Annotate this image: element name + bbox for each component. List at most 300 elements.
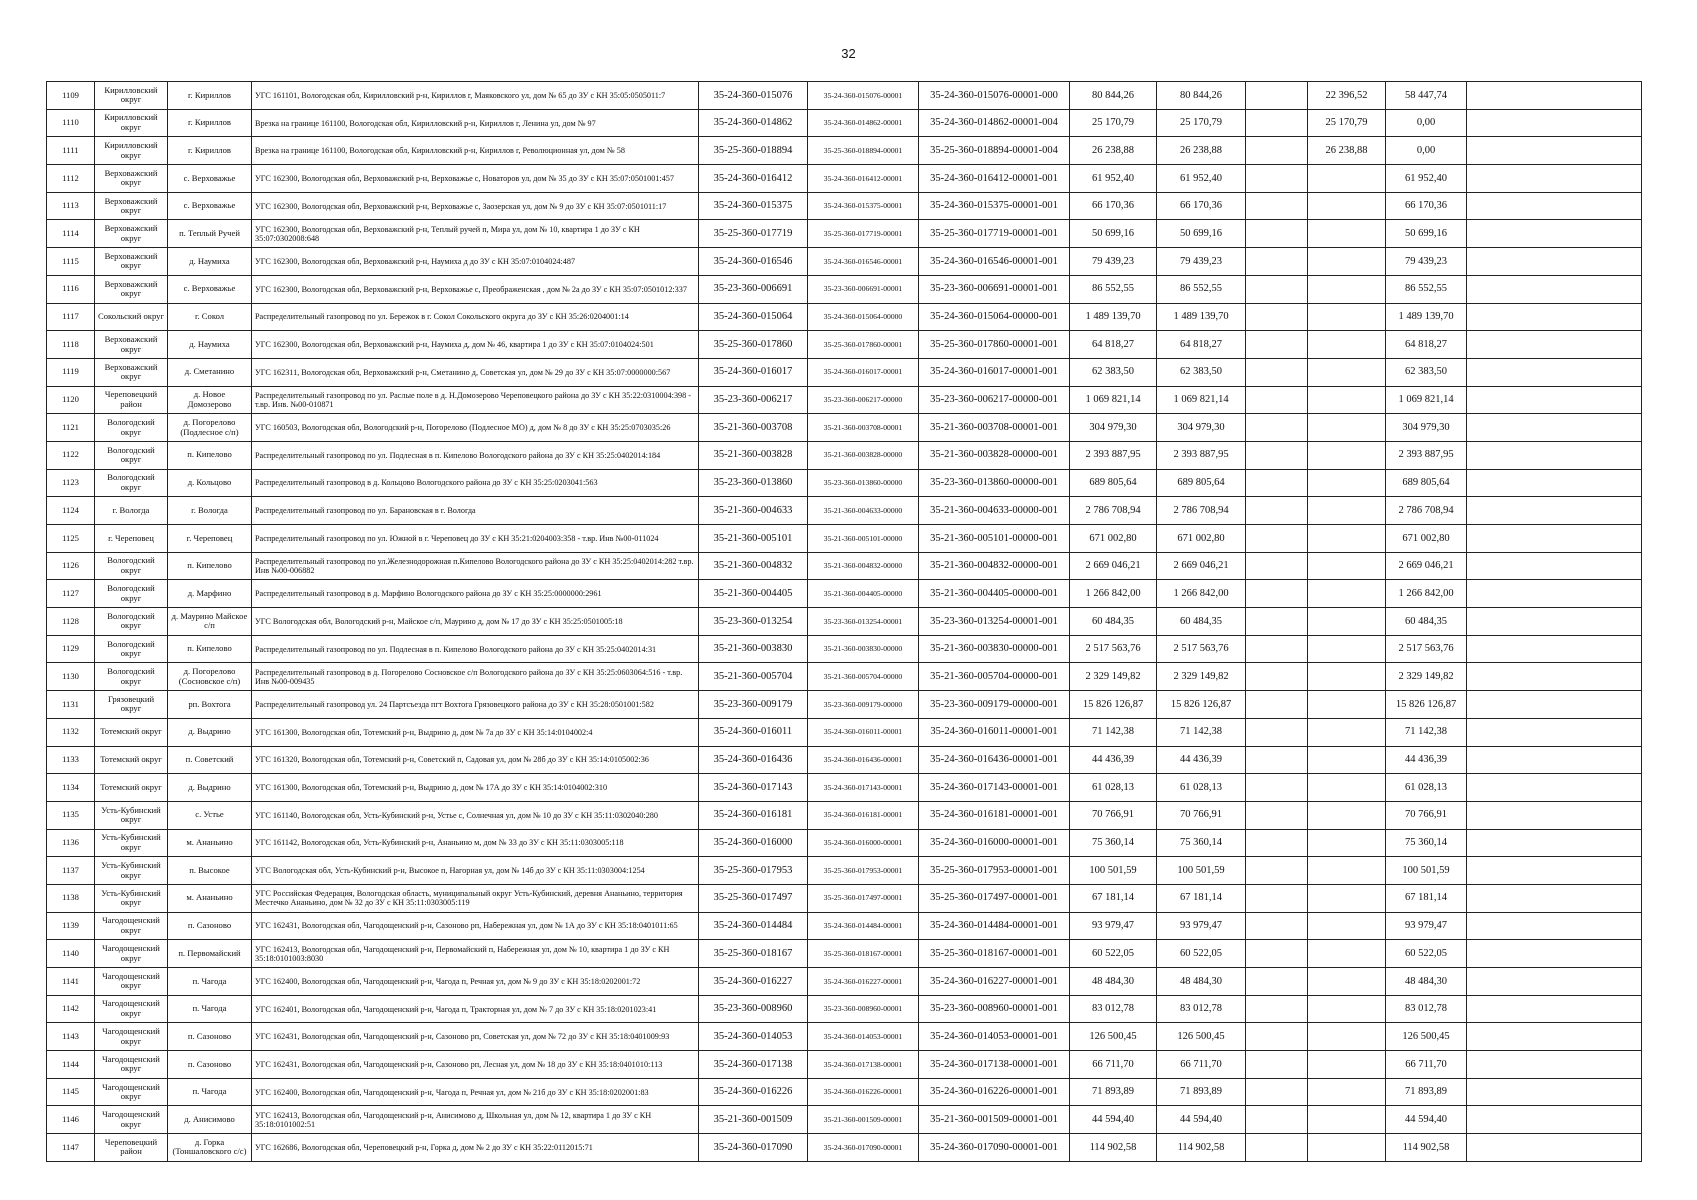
row-number: 1132 xyxy=(47,718,95,746)
locality-cell: д. Погорелово (Сосновское с/п) xyxy=(168,663,252,691)
value-2-cell: 61 028,13 xyxy=(1157,774,1246,802)
value-4-cell xyxy=(1308,801,1386,829)
row-number: 1126 xyxy=(47,552,95,580)
element-number-cell: 35-24-360-016011-00001-001 xyxy=(919,718,1070,746)
empty-cell xyxy=(1467,1106,1642,1134)
table-row xyxy=(47,608,1642,636)
address-cell: Распределительный газопровод в д. Марфино Вологодского района до ЗУ с КН 35:25:0000000:2961 xyxy=(252,580,699,608)
row-number: 1127 xyxy=(47,580,95,608)
table-row xyxy=(47,912,1642,940)
value-2-cell: 25 170,79 xyxy=(1157,109,1246,137)
value-5-cell: 44 594,40 xyxy=(1386,1106,1467,1134)
value-4-cell xyxy=(1308,1078,1386,1106)
empty-cell xyxy=(1467,801,1642,829)
value-5-cell: 50 699,16 xyxy=(1386,220,1467,248)
district-cell: Усть-Кубинский округ xyxy=(95,884,168,912)
value-5-cell: 2 329 149,82 xyxy=(1386,663,1467,691)
empty-cell xyxy=(1467,746,1642,774)
empty-cell xyxy=(1467,912,1642,940)
table-row xyxy=(47,469,1642,497)
value-3-cell xyxy=(1246,1023,1308,1051)
locality-cell: рп. Вохтога xyxy=(168,691,252,719)
row-number: 1138 xyxy=(47,884,95,912)
value-1-cell: 2 786 708,94 xyxy=(1070,497,1157,525)
element-number-cell: 35-21-360-001509-00001-001 xyxy=(919,1106,1070,1134)
empty-cell xyxy=(1467,192,1642,220)
locality-cell: г. Кириллов xyxy=(168,109,252,137)
empty-cell xyxy=(1467,414,1642,442)
district-cell: Усть-Кубинский округ xyxy=(95,857,168,885)
table-row xyxy=(47,580,1642,608)
value-1-cell: 62 383,50 xyxy=(1070,358,1157,386)
row-number: 1112 xyxy=(47,165,95,193)
value-4-cell xyxy=(1308,220,1386,248)
row-number: 1125 xyxy=(47,525,95,553)
empty-cell xyxy=(1467,1078,1642,1106)
locality-cell: д. Выдрино xyxy=(168,774,252,802)
address-cell: Распределительный газопровод в д. Кольцово Вологодского района до ЗУ с КН 35:25:0203041:563 xyxy=(252,469,699,497)
row-number: 1135 xyxy=(47,801,95,829)
value-3-cell xyxy=(1246,940,1308,968)
table-row xyxy=(47,691,1642,719)
value-4-cell xyxy=(1308,469,1386,497)
value-2-cell: 80 844,26 xyxy=(1157,82,1246,110)
district-cell: Вологодский округ xyxy=(95,635,168,663)
empty-cell xyxy=(1467,441,1642,469)
cadastral-number-cell: 35-23-360-009179 xyxy=(699,691,808,719)
empty-cell xyxy=(1467,220,1642,248)
cadastral-number-cell: 35-21-360-004633 xyxy=(699,497,808,525)
row-number: 1145 xyxy=(47,1078,95,1106)
value-5-cell: 60 522,05 xyxy=(1386,940,1467,968)
locality-cell: д. Сметанино xyxy=(168,358,252,386)
value-2-cell: 15 826 126,87 xyxy=(1157,691,1246,719)
district-cell: Тотемский округ xyxy=(95,774,168,802)
table-row xyxy=(47,248,1642,276)
object-number-cell: 35-21-360-003828-00000 xyxy=(808,441,919,469)
address-cell: УГС 162400, Вологодская обл, Чагодощенский р-н, Чагода п, Речная ул, дом № 9 до ЗУ с КН 35:18:0202001:72 xyxy=(252,968,699,996)
address-cell: Распределительный газопровод по ул. Барановская в г. Вологда xyxy=(252,497,699,525)
value-2-cell: 2 393 887,95 xyxy=(1157,441,1246,469)
address-cell: Распределительный газопровод по ул. Южной в г. Череповец до ЗУ с КН 35:21:0204003:358 - т.вр. Инв №00-011024 xyxy=(252,525,699,553)
value-4-cell xyxy=(1308,192,1386,220)
object-number-cell: 35-24-360-016227-00001 xyxy=(808,968,919,996)
object-number-cell: 35-21-360-004405-00000 xyxy=(808,580,919,608)
value-3-cell xyxy=(1246,608,1308,636)
object-number-cell: 35-25-360-017497-00001 xyxy=(808,884,919,912)
district-cell: Вологодский округ xyxy=(95,552,168,580)
value-1-cell: 44 436,39 xyxy=(1070,746,1157,774)
locality-cell: с. Верховажье xyxy=(168,165,252,193)
locality-cell: п. Высокое xyxy=(168,857,252,885)
locality-cell: с. Устье xyxy=(168,801,252,829)
value-1-cell: 71 893,89 xyxy=(1070,1078,1157,1106)
empty-cell xyxy=(1467,968,1642,996)
value-3-cell xyxy=(1246,746,1308,774)
object-number-cell: 35-21-360-004633-00000 xyxy=(808,497,919,525)
element-number-cell: 35-21-360-004633-00000-001 xyxy=(919,497,1070,525)
value-2-cell: 44 436,39 xyxy=(1157,746,1246,774)
value-4-cell xyxy=(1308,552,1386,580)
value-3-cell xyxy=(1246,109,1308,137)
locality-cell: д. Погорелово (Подлесное с/п) xyxy=(168,414,252,442)
row-number: 1128 xyxy=(47,608,95,636)
address-cell: УГС 161140, Вологодская обл, Усть-Кубинский р-н, Устье с, Солнечная ул, дом № 10 до ЗУ с КН 35:11:0302040:280 xyxy=(252,801,699,829)
value-4-cell xyxy=(1308,1023,1386,1051)
row-number: 1117 xyxy=(47,303,95,331)
empty-cell xyxy=(1467,275,1642,303)
object-number-cell: 35-24-360-016000-00001 xyxy=(808,829,919,857)
row-number: 1123 xyxy=(47,469,95,497)
value-3-cell xyxy=(1246,386,1308,414)
value-3-cell xyxy=(1246,552,1308,580)
empty-cell xyxy=(1467,691,1642,719)
value-1-cell: 1 266 842,00 xyxy=(1070,580,1157,608)
value-5-cell: 304 979,30 xyxy=(1386,414,1467,442)
value-2-cell: 2 329 149,82 xyxy=(1157,663,1246,691)
value-1-cell: 60 522,05 xyxy=(1070,940,1157,968)
value-3-cell xyxy=(1246,1078,1308,1106)
value-3-cell xyxy=(1246,275,1308,303)
locality-cell: м. Ананьино xyxy=(168,829,252,857)
empty-cell xyxy=(1467,1051,1642,1079)
district-cell: Кирилловский округ xyxy=(95,109,168,137)
address-cell: УГС 162300, Вологодская обл, Верховажский р-н, Верховажье с, Преображенская , дом № 2а до ЗУ с КН 35:07:0501012:337 xyxy=(252,275,699,303)
value-4-cell: 25 170,79 xyxy=(1308,109,1386,137)
table-row xyxy=(47,303,1642,331)
value-4-cell xyxy=(1308,746,1386,774)
district-cell: Вологодский округ xyxy=(95,414,168,442)
row-number: 1141 xyxy=(47,968,95,996)
value-1-cell: 304 979,30 xyxy=(1070,414,1157,442)
district-cell: Чагодощенский округ xyxy=(95,1106,168,1134)
value-1-cell: 25 170,79 xyxy=(1070,109,1157,137)
locality-cell: п. Сазоново xyxy=(168,1051,252,1079)
value-2-cell: 71 142,38 xyxy=(1157,718,1246,746)
district-cell: Чагодощенский округ xyxy=(95,940,168,968)
table-row xyxy=(47,1023,1642,1051)
table-row xyxy=(47,663,1642,691)
cadastral-number-cell: 35-21-360-003828 xyxy=(699,441,808,469)
district-cell: Кирилловский округ xyxy=(95,137,168,165)
element-number-cell: 35-25-360-017860-00001-001 xyxy=(919,331,1070,359)
object-number-cell: 35-23-360-008960-00001 xyxy=(808,995,919,1023)
value-4-cell xyxy=(1308,968,1386,996)
address-cell: УГС 162311, Вологодская обл, Верховажский р-н, Сметанино д, Советская ул, дом № 29 до ЗУ с КН 35:07:0000000:567 xyxy=(252,358,699,386)
locality-cell: п. Теплый Ручей xyxy=(168,220,252,248)
value-2-cell: 83 012,78 xyxy=(1157,995,1246,1023)
element-number-cell: 35-23-360-006691-00001-001 xyxy=(919,275,1070,303)
value-1-cell: 44 594,40 xyxy=(1070,1106,1157,1134)
empty-cell xyxy=(1467,331,1642,359)
address-cell: УГС 162300, Вологодская обл, Верховажский р-н, Наумиха д, дом № 46, квартира 1 до ЗУ с КН 35:07:0104024:501 xyxy=(252,331,699,359)
cadastral-number-cell: 35-25-360-017497 xyxy=(699,884,808,912)
empty-cell xyxy=(1467,525,1642,553)
element-number-cell: 35-24-360-016227-00001-001 xyxy=(919,968,1070,996)
value-4-cell xyxy=(1308,358,1386,386)
object-number-cell: 35-24-360-016226-00001 xyxy=(808,1078,919,1106)
value-1-cell: 83 012,78 xyxy=(1070,995,1157,1023)
value-3-cell xyxy=(1246,469,1308,497)
value-3-cell xyxy=(1246,995,1308,1023)
value-1-cell: 2 329 149,82 xyxy=(1070,663,1157,691)
district-cell: Усть-Кубинский округ xyxy=(95,801,168,829)
empty-cell xyxy=(1467,165,1642,193)
value-3-cell xyxy=(1246,884,1308,912)
value-1-cell: 126 500,45 xyxy=(1070,1023,1157,1051)
empty-cell xyxy=(1467,469,1642,497)
empty-cell xyxy=(1467,386,1642,414)
locality-cell: с. Верховажье xyxy=(168,275,252,303)
value-4-cell xyxy=(1308,718,1386,746)
cadastral-number-cell: 35-25-360-018167 xyxy=(699,940,808,968)
empty-cell xyxy=(1467,497,1642,525)
element-number-cell: 35-24-360-016181-00001-001 xyxy=(919,801,1070,829)
locality-cell: д. Анисимово xyxy=(168,1106,252,1134)
value-2-cell: 2 786 708,94 xyxy=(1157,497,1246,525)
object-number-cell: 35-24-360-015064-00000 xyxy=(808,303,919,331)
locality-cell: п. Чагода xyxy=(168,968,252,996)
value-5-cell: 1 489 139,70 xyxy=(1386,303,1467,331)
locality-cell: м. Ананьино xyxy=(168,884,252,912)
row-number: 1140 xyxy=(47,940,95,968)
address-cell: Распределительный газопровод в д. Погорелово Сосновское с/п Вологодского района до ЗУ с КН 35:25:0603064:516 - т.вр. Инв №00-009435 xyxy=(252,663,699,691)
address-cell: УГС 161320, Вологодская обл, Тотемский р-н, Советский п, Садовая ул, дом № 28б до ЗУ с КН 35:14:0105002:36 xyxy=(252,746,699,774)
value-2-cell: 26 238,88 xyxy=(1157,137,1246,165)
element-number-cell: 35-24-360-016017-00001-001 xyxy=(919,358,1070,386)
value-5-cell: 48 484,30 xyxy=(1386,968,1467,996)
cadastral-number-cell: 35-24-360-017090 xyxy=(699,1134,808,1162)
value-2-cell: 304 979,30 xyxy=(1157,414,1246,442)
cadastral-number-cell: 35-23-360-008960 xyxy=(699,995,808,1023)
row-number: 1139 xyxy=(47,912,95,940)
value-3-cell xyxy=(1246,1106,1308,1134)
cadastral-number-cell: 35-24-360-016227 xyxy=(699,968,808,996)
row-number: 1115 xyxy=(47,248,95,276)
value-5-cell: 66 711,70 xyxy=(1386,1051,1467,1079)
object-number-cell: 35-24-360-016181-00001 xyxy=(808,801,919,829)
cadastral-number-cell: 35-24-360-017143 xyxy=(699,774,808,802)
row-number: 1147 xyxy=(47,1134,95,1162)
value-5-cell: 2 669 046,21 xyxy=(1386,552,1467,580)
value-3-cell xyxy=(1246,220,1308,248)
table-body xyxy=(47,82,1642,1162)
value-4-cell xyxy=(1308,663,1386,691)
element-number-cell: 35-24-360-016226-00001-001 xyxy=(919,1078,1070,1106)
value-3-cell xyxy=(1246,303,1308,331)
district-cell: Чагодощенский округ xyxy=(95,1051,168,1079)
locality-cell: д. Новое Домозерово xyxy=(168,386,252,414)
row-number: 1119 xyxy=(47,358,95,386)
address-cell: УГС 162431, Вологодская обл, Чагодощенский р-н, Сазоново рп, Набережная ул, дом № 1А до ЗУ с КН 35:18:0401011:65 xyxy=(252,912,699,940)
locality-cell: п. Сазоново xyxy=(168,912,252,940)
empty-cell xyxy=(1467,137,1642,165)
value-3-cell xyxy=(1246,441,1308,469)
address-cell: УГС Российская Федерация, Вологодская область, муниципальный округ Усть-Кубинский, деревня Ананьино, территория Местечко Ананьино, дом № 32 до ЗУ с КН 35:11:0303005:119 xyxy=(252,884,699,912)
value-4-cell xyxy=(1308,995,1386,1023)
district-cell: Верховажский округ xyxy=(95,358,168,386)
value-4-cell xyxy=(1308,165,1386,193)
value-1-cell: 80 844,26 xyxy=(1070,82,1157,110)
value-5-cell: 83 012,78 xyxy=(1386,995,1467,1023)
value-5-cell: 0,00 xyxy=(1386,109,1467,137)
table-row xyxy=(47,220,1642,248)
value-2-cell: 64 818,27 xyxy=(1157,331,1246,359)
table-row xyxy=(47,884,1642,912)
row-number: 1144 xyxy=(47,1051,95,1079)
address-cell: УГС 162431, Вологодская обл, Чагодощенский р-н, Сазоново рп, Советская ул, дом № 72 до ЗУ с КН 35:18:0401009:93 xyxy=(252,1023,699,1051)
element-number-cell: 35-24-360-014862-00001-004 xyxy=(919,109,1070,137)
table-row xyxy=(47,774,1642,802)
cadastral-number-cell: 35-21-360-004405 xyxy=(699,580,808,608)
cadastral-number-cell: 35-21-360-003830 xyxy=(699,635,808,663)
value-3-cell xyxy=(1246,414,1308,442)
object-number-cell: 35-25-360-017719-00001 xyxy=(808,220,919,248)
value-4-cell xyxy=(1308,1051,1386,1079)
address-cell: УГС 162413, Вологодская обл, Чагодощенский р-н, Анисимово д, Школьная ул, дом № 12, квартира 1 до ЗУ с КН 35:18:0101002:51 xyxy=(252,1106,699,1134)
row-number: 1142 xyxy=(47,995,95,1023)
address-cell: УГС 161142, Вологодская обл, Усть-Кубинский р-н, Ананьино м, дом № 33 до ЗУ с КН 35:11:0303005:118 xyxy=(252,829,699,857)
locality-cell: д. Марфино xyxy=(168,580,252,608)
value-5-cell: 2 517 563,76 xyxy=(1386,635,1467,663)
value-5-cell: 15 826 126,87 xyxy=(1386,691,1467,719)
value-1-cell: 100 501,59 xyxy=(1070,857,1157,885)
value-5-cell: 61 952,40 xyxy=(1386,165,1467,193)
table-row xyxy=(47,441,1642,469)
value-1-cell: 61 952,40 xyxy=(1070,165,1157,193)
address-cell: Врезка на границе 161100, Вологодская обл, Кирилловский р-н, Кириллов г, Ленина ул, дом № 97 xyxy=(252,109,699,137)
element-number-cell: 35-21-360-003830-00000-001 xyxy=(919,635,1070,663)
value-5-cell: 126 500,45 xyxy=(1386,1023,1467,1051)
value-5-cell: 100 501,59 xyxy=(1386,857,1467,885)
value-1-cell: 48 484,30 xyxy=(1070,968,1157,996)
address-cell: УГС 162300, Вологодская обл, Верховажский р-н, Теплый ручей п, Мира ул, дом № 10, квартира 1 до ЗУ с КН 35:07:0302008:648 xyxy=(252,220,699,248)
table-row xyxy=(47,552,1642,580)
row-number: 1143 xyxy=(47,1023,95,1051)
value-5-cell: 58 447,74 xyxy=(1386,82,1467,110)
value-5-cell: 66 170,36 xyxy=(1386,192,1467,220)
element-number-cell: 35-24-360-016000-00001-001 xyxy=(919,829,1070,857)
locality-cell: д. Кольцово xyxy=(168,469,252,497)
value-3-cell xyxy=(1246,857,1308,885)
element-number-cell: 35-21-360-004832-00000-001 xyxy=(919,552,1070,580)
value-2-cell: 60 484,35 xyxy=(1157,608,1246,636)
table-row xyxy=(47,1134,1642,1162)
locality-cell: п. Кипелово xyxy=(168,635,252,663)
cadastral-number-cell: 35-23-360-006217 xyxy=(699,386,808,414)
element-number-cell: 35-23-360-009179-00000-001 xyxy=(919,691,1070,719)
address-cell: УГС 161300, Вологодская обл, Тотемский р-н, Выдрино д, дом № 17А до ЗУ с КН 35:14:0104002:310 xyxy=(252,774,699,802)
object-number-cell: 35-21-360-003708-00001 xyxy=(808,414,919,442)
element-number-cell: 35-21-360-003708-00001-001 xyxy=(919,414,1070,442)
value-2-cell: 62 383,50 xyxy=(1157,358,1246,386)
value-1-cell: 66 170,36 xyxy=(1070,192,1157,220)
address-cell: Распределительный газопровод по ул. Подлесная в п. Кипелово Вологодского района до ЗУ с КН 35:25:0402014:184 xyxy=(252,441,699,469)
locality-cell: п. Кипелово xyxy=(168,552,252,580)
district-cell: Чагодощенский округ xyxy=(95,995,168,1023)
cadastral-number-cell: 35-25-360-017860 xyxy=(699,331,808,359)
value-2-cell: 67 181,14 xyxy=(1157,884,1246,912)
object-number-cell: 35-25-360-018894-00001 xyxy=(808,137,919,165)
empty-cell xyxy=(1467,940,1642,968)
address-cell: УГС 162401, Вологодская обл, Чагодощенский р-н, Чагода п, Тракторная ул, дом № 7 до ЗУ с КН 35:18:0201023:41 xyxy=(252,995,699,1023)
value-5-cell: 62 383,50 xyxy=(1386,358,1467,386)
table-row xyxy=(47,275,1642,303)
value-2-cell: 1 489 139,70 xyxy=(1157,303,1246,331)
address-cell: Распределительный газопровод по ул.Железнодорожная п.Кипелово Вологодского района до ЗУ с КН 35:25:0402014:282 т.вр. Инв №00-006882 xyxy=(252,552,699,580)
element-number-cell: 35-23-360-013860-00000-001 xyxy=(919,469,1070,497)
cadastral-number-cell: 35-23-360-013860 xyxy=(699,469,808,497)
element-number-cell: 35-25-360-017719-00001-001 xyxy=(919,220,1070,248)
row-number: 1118 xyxy=(47,331,95,359)
empty-cell xyxy=(1467,718,1642,746)
address-cell: УГС 160503, Вологодская обл, Вологодский р-н, Погорелово (Подлесное МО) д, дом № 8 до ЗУ с КН 35:25:0703035:26 xyxy=(252,414,699,442)
value-5-cell: 86 552,55 xyxy=(1386,275,1467,303)
value-1-cell: 2 517 563,76 xyxy=(1070,635,1157,663)
cadastral-number-cell: 35-25-360-017953 xyxy=(699,857,808,885)
value-5-cell: 44 436,39 xyxy=(1386,746,1467,774)
value-2-cell: 2 669 046,21 xyxy=(1157,552,1246,580)
value-2-cell: 689 805,64 xyxy=(1157,469,1246,497)
value-5-cell: 60 484,35 xyxy=(1386,608,1467,636)
empty-cell xyxy=(1467,1134,1642,1162)
value-2-cell: 44 594,40 xyxy=(1157,1106,1246,1134)
object-number-cell: 35-23-360-009179-00000 xyxy=(808,691,919,719)
table-row xyxy=(47,1106,1642,1134)
row-number: 1134 xyxy=(47,774,95,802)
empty-cell xyxy=(1467,995,1642,1023)
cadastral-number-cell: 35-25-360-018894 xyxy=(699,137,808,165)
object-number-cell: 35-21-360-003830-00000 xyxy=(808,635,919,663)
locality-cell: г. Вологда xyxy=(168,497,252,525)
table-row xyxy=(47,746,1642,774)
object-number-cell: 35-24-360-016412-00001 xyxy=(808,165,919,193)
table-row xyxy=(47,1078,1642,1106)
cadastral-number-cell: 35-24-360-016436 xyxy=(699,746,808,774)
row-number: 1137 xyxy=(47,857,95,885)
value-1-cell: 60 484,35 xyxy=(1070,608,1157,636)
row-number: 1131 xyxy=(47,691,95,719)
cadastral-number-cell: 35-24-360-016181 xyxy=(699,801,808,829)
object-number-cell: 35-21-360-005101-00000 xyxy=(808,525,919,553)
row-number: 1146 xyxy=(47,1106,95,1134)
row-number: 1114 xyxy=(47,220,95,248)
locality-cell: с. Верховажье xyxy=(168,192,252,220)
table-row xyxy=(47,192,1642,220)
address-cell: УГС 162300, Вологодская обл, Верховажский р-н, Верховажье с, Новаторов ул, дом № 35 до ЗУ с КН 35:07:0501001:457 xyxy=(252,165,699,193)
empty-cell xyxy=(1467,829,1642,857)
value-5-cell: 689 805,64 xyxy=(1386,469,1467,497)
cadastral-number-cell: 35-24-360-015076 xyxy=(699,82,808,110)
district-cell: г. Череповец xyxy=(95,525,168,553)
value-4-cell xyxy=(1308,940,1386,968)
address-cell: УГС 162400, Вологодская обл, Чагодощенский р-н, Чагода п, Речная ул, дом № 21б до ЗУ с КН 35:18:0202001:83 xyxy=(252,1078,699,1106)
cadastral-number-cell: 35-24-360-016412 xyxy=(699,165,808,193)
table-row xyxy=(47,1051,1642,1079)
value-4-cell xyxy=(1308,857,1386,885)
value-3-cell xyxy=(1246,525,1308,553)
district-cell: Тотемский округ xyxy=(95,718,168,746)
district-cell: Вологодский округ xyxy=(95,441,168,469)
value-5-cell: 67 181,14 xyxy=(1386,884,1467,912)
value-1-cell: 2 669 046,21 xyxy=(1070,552,1157,580)
object-number-cell: 35-21-360-005704-00000 xyxy=(808,663,919,691)
value-2-cell: 71 893,89 xyxy=(1157,1078,1246,1106)
locality-cell: п. Советский xyxy=(168,746,252,774)
value-3-cell xyxy=(1246,635,1308,663)
value-3-cell xyxy=(1246,165,1308,193)
locality-cell: г. Кириллов xyxy=(168,137,252,165)
